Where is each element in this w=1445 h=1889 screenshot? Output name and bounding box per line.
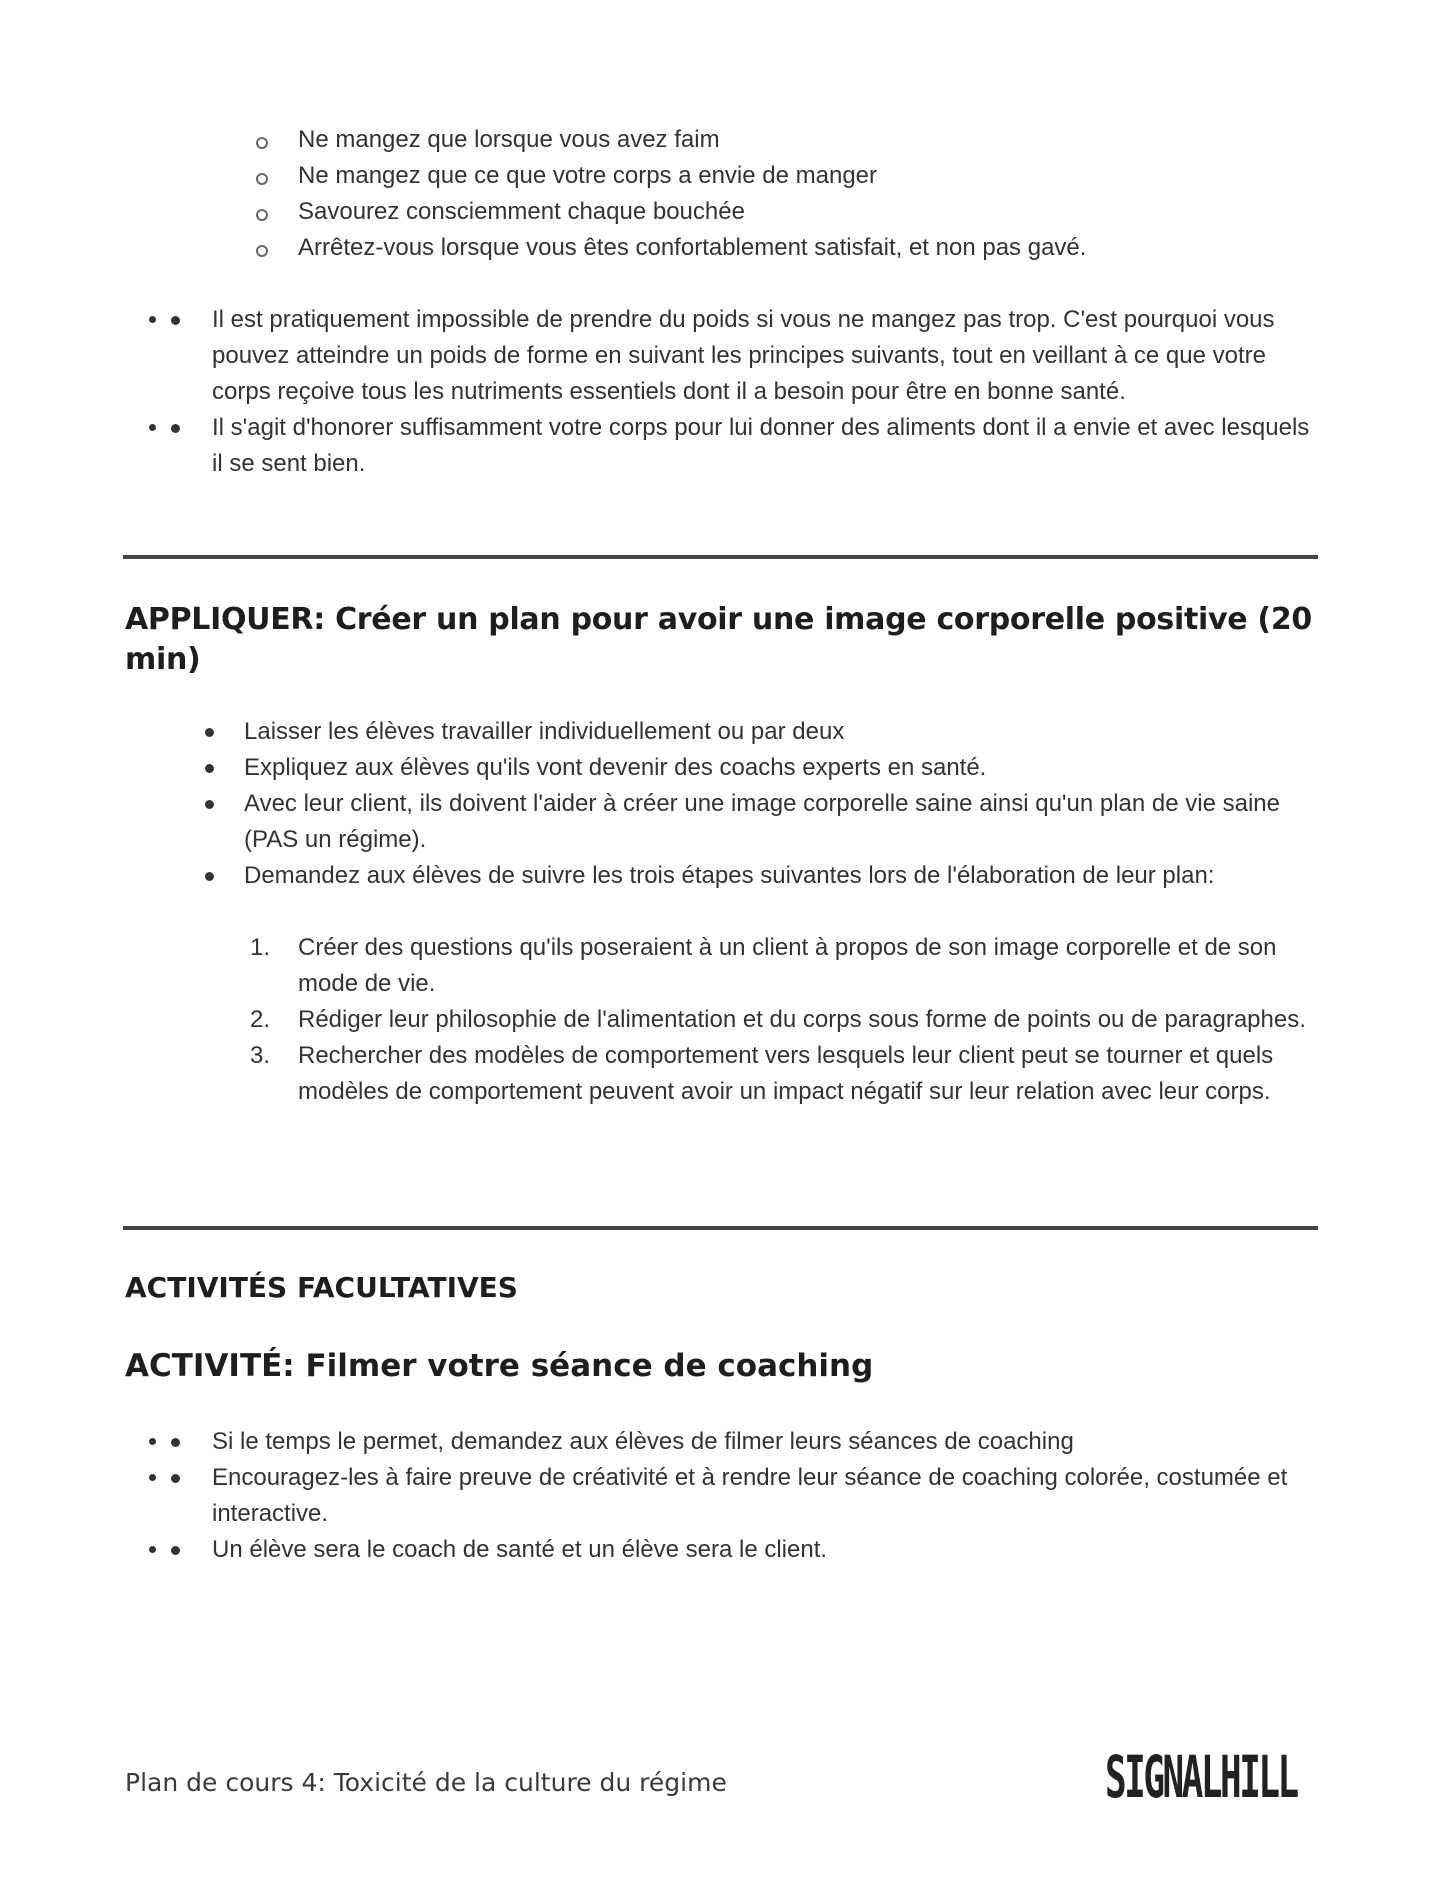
- list-item: Ne mangez que lorsque vous avez faim: [258, 122, 1338, 158]
- list-item: • Un élève sera le coach de santé et un élève sera le client.: [170, 1532, 1320, 1568]
- list-item: Laisser les élèves travailler individuellement ou par deux: [204, 714, 1324, 750]
- apply-bullets: [204, 714, 1324, 894]
- step-text: Rédiger leur philosophie de l'alimentation et du corps sous forme de points ou de paragraphes.: [298, 1006, 1306, 1033]
- step-number: 3.: [250, 1042, 271, 1069]
- activity-heading: ACTIVITÉ: Filmer votre séance de coaching: [125, 1348, 874, 1384]
- list-item: • Il est pratiquement impossible de prendre du poids si vous ne mangez pas trop. C'est pourquoi vous pouvez atteindre un poids de forme en suivant les principes suivants, tout en veillant à ce que votre corps reçoive tous les nutriments essentiels dont il a besoin pour être en bonne santé.: [170, 302, 1320, 410]
- plan-steps-list: [250, 930, 1330, 1110]
- footer-lesson-title: Plan de cours 4: Toxicité de la culture du régime: [125, 1768, 727, 1797]
- step-text: Rechercher des modèles de comportement vers lesquels leur client peut se tourner et quels modèles de comportement peuvent avoir un impact négatif sur leur relation avec leur corps.: [298, 1042, 1274, 1105]
- step-number: 2.: [250, 1006, 271, 1033]
- weight-bullets: [170, 302, 1320, 482]
- activity-bullets: [170, 1424, 1320, 1568]
- section-divider: [123, 1226, 1318, 1230]
- list-item: • Encouragez-les à faire preuve de créativité et à rendre leur séance de coaching colorée, costumée et interactive.: [170, 1460, 1320, 1532]
- list-item: Ne mangez que ce que votre corps a envie de manger: [258, 158, 1338, 194]
- list-item: [250, 930, 1330, 1002]
- list-item: [250, 1038, 1330, 1110]
- list-item: Savourez consciemment chaque bouchée: [258, 194, 1338, 230]
- signalhill-logo: SIGNALHILL: [1105, 1743, 1297, 1811]
- list-item: [250, 1002, 1330, 1038]
- list-item: Demandez aux élèves de suivre les trois étapes suivantes lors de l'élaboration de leur plan:: [204, 858, 1324, 894]
- list-item: • Il s'agit d'honorer suffisamment votre corps pour lui donner des aliments dont il a envie et avec lesquels il se sent bien.: [170, 410, 1320, 482]
- step-text: Créer des questions qu'ils poseraient à un client à propos de son image corporelle et de son mode de vie.: [298, 934, 1277, 997]
- list-item: • Si le temps le permet, demandez aux élèves de filmer leurs séances de coaching: [170, 1424, 1320, 1460]
- optional-activities-heading: ACTIVITÉS FACULTATIVES: [125, 1271, 518, 1304]
- list-item: Arrêtez-vous lorsque vous êtes confortablement satisfait, et non pas gavé.: [258, 230, 1338, 266]
- step-number: 1.: [250, 934, 271, 961]
- eating-principles-sublist: [258, 122, 1338, 266]
- list-item: Avec leur client, ils doivent l'aider à créer une image corporelle saine ainsi qu'un plan de vie saine (PAS un régime).: [204, 786, 1324, 858]
- list-item: Expliquez aux élèves qu'ils vont devenir des coachs experts en santé.: [204, 750, 1324, 786]
- section-divider: [123, 555, 1318, 559]
- apply-section-heading: APPLIQUER: Créer un plan pour avoir une image corporelle positive (20 min): [125, 602, 1312, 677]
